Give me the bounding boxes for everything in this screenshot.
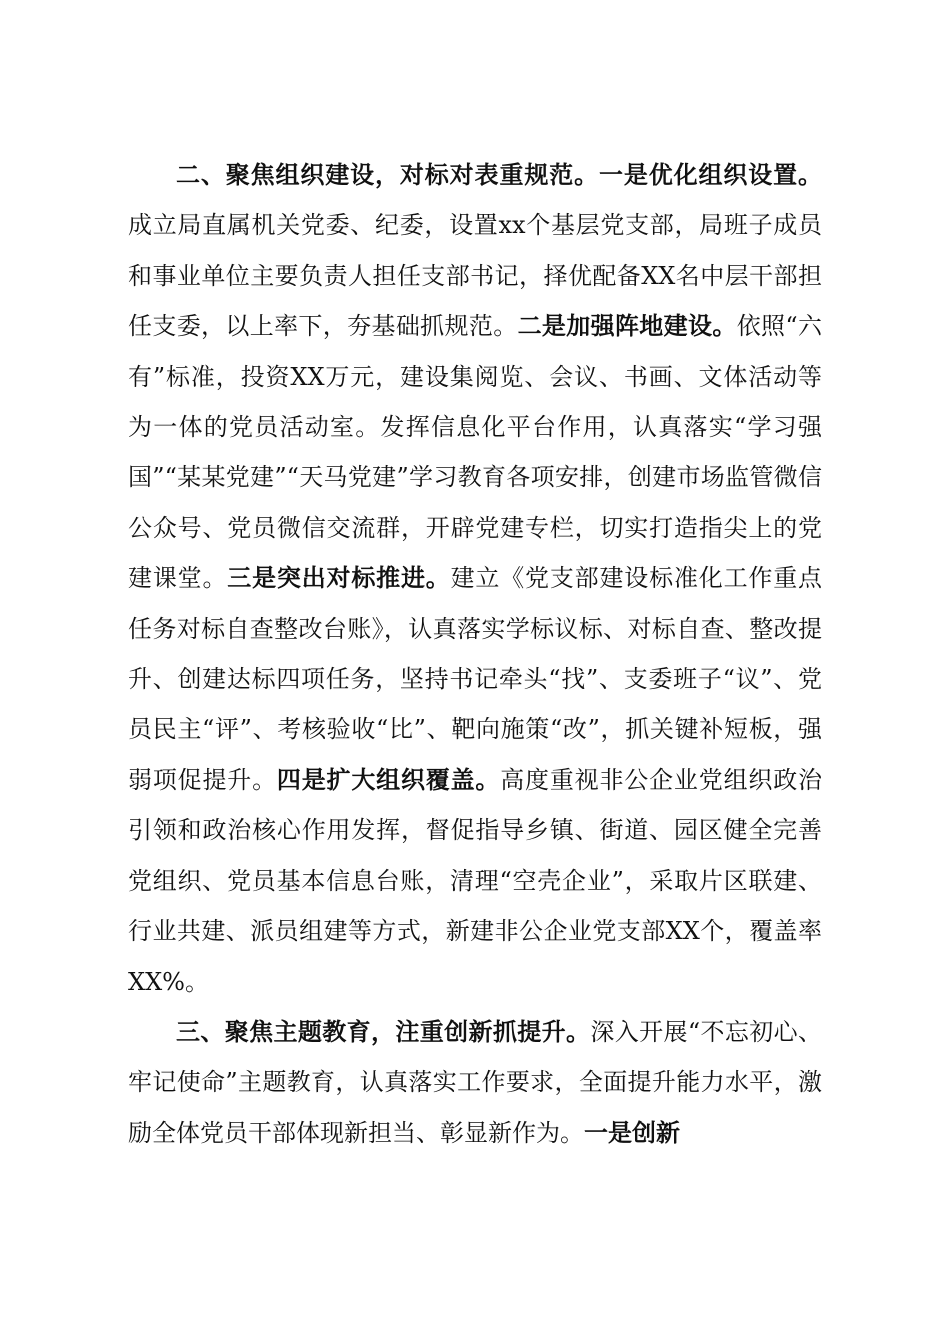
body-text: 成立局直属机关党委、纪委，设置xx个基层党支部，局班子成员和事业单位主要负责人担任支部书记，择优配备XX名中层干部担任支委，以上率下，夯基础抓规范。 bbox=[128, 211, 822, 341]
section-heading: 二、聚焦组织建设，对标对表重规范。 bbox=[176, 161, 599, 189]
body-text: 高度重视非公企业党组织政治引领和政治核心作用发挥，督促指导乡镇、街道、园区健全完善党组织、党员基本信息台账，清理“空壳企业”，采取片区联建、行业共建、派员组建等方式，新建非公企业党支部XX个，覆盖率XX%。 bbox=[128, 765, 823, 996]
subpoint-heading: 一是优化组织设置。 bbox=[598, 160, 823, 189]
paragraph-organization-building bbox=[128, 150, 822, 1007]
subpoint-heading: 一是创新 bbox=[584, 1117, 680, 1147]
body-text: 深入开展“不忘初心、牢记使命”主题教育，认真落实工作要求，全面提升能力水平，激励全体党员干部体现新担当、彰显新作为。 bbox=[128, 1017, 822, 1147]
subpoint-heading: 三是突出对标推进。 bbox=[227, 563, 451, 593]
body-text: 依照“六有”标准，投资XX万元，建设集阅览、会议、书画、文体活动等为一体的党员活动室。发挥信息化平台作用，认真落实“学习强国”“某某党建”“天马党建”学习教育各项安排，创建市场监管微信公众号、党员微信交流群，开辟党建专栏，切实打造指尖上的党建课堂。 bbox=[128, 312, 822, 593]
document-body bbox=[128, 150, 822, 1158]
section-heading: 三、聚焦主题教育，注重创新抓提升。 bbox=[176, 1017, 591, 1046]
subpoint-heading: 四是扩大组织覆盖。 bbox=[276, 764, 501, 794]
subpoint-heading: 二是加强阵地建设。 bbox=[517, 311, 737, 341]
paragraph-theme-education bbox=[128, 1007, 822, 1158]
body-text: 建立《党支部建设标准化工作重点任务对标自查整改台账》，认真落实学标议标、对标自查、整改提升、创建达标四项任务，坚持书记牵头“找”、支委班子“议”、党员民主“评”、考核验收“比”、靶向施策“改”，抓关键补短板，强弱项促提升。 bbox=[128, 564, 823, 794]
